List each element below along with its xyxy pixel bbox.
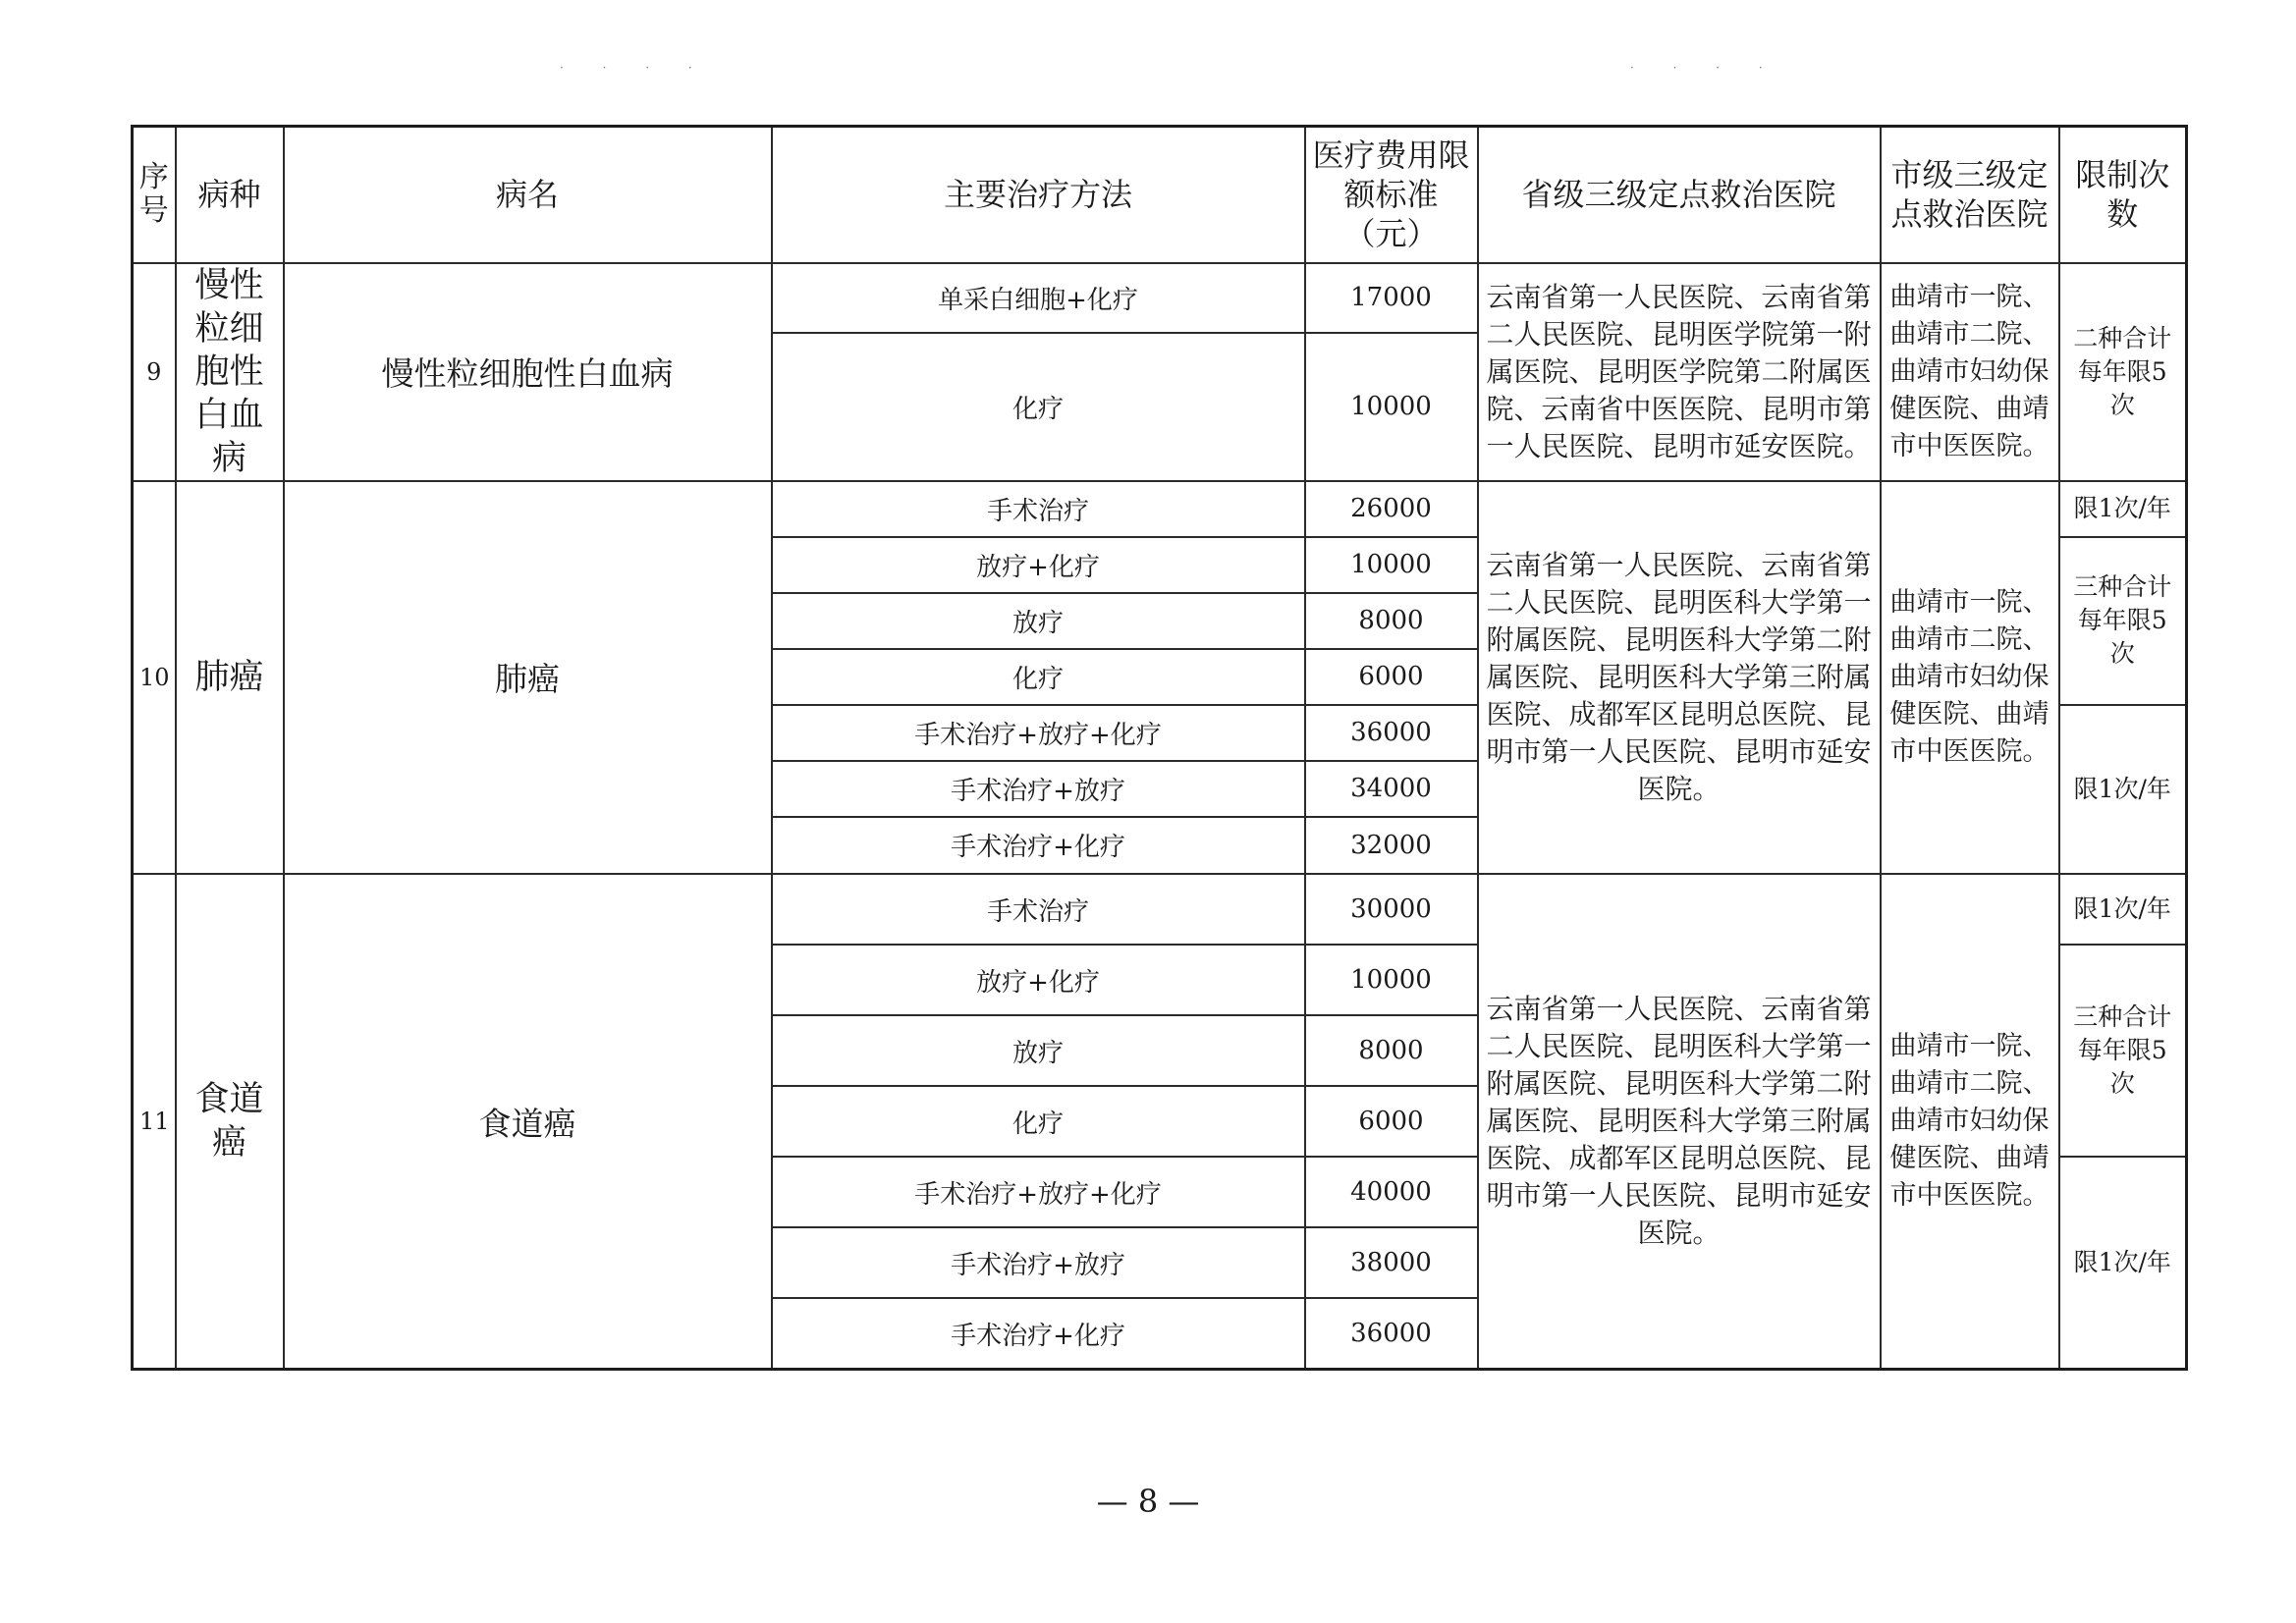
treatment-cost: 10000: [1305, 333, 1478, 481]
treatment-cost: 32000: [1305, 817, 1478, 874]
treatment-cost: 8000: [1305, 1015, 1478, 1086]
header-city: 市级三级定点救治医院: [1881, 127, 2059, 263]
row-disease-type: 慢性粒细胞性白血病: [176, 263, 284, 481]
header-disease-name: 病名: [284, 127, 772, 263]
limit-count: 三种合计每年限5次: [2059, 945, 2187, 1157]
scan-speck: · · · ·: [1630, 61, 1780, 75]
treatment-cost: 10000: [1305, 537, 1478, 593]
header-limit: 限制次数: [2059, 127, 2187, 263]
city-hospitals: 曲靖市一院、曲靖市二院、曲靖市妇幼保健医院、曲靖市中医医院。: [1881, 263, 2059, 481]
treatment-cost: 10000: [1305, 945, 1478, 1015]
treatment-method: 手术治疗+放疗+化疗: [772, 705, 1305, 761]
row-disease-type: 食道癌: [176, 874, 284, 1369]
table-row: [133, 263, 2187, 333]
treatment-cost: 30000: [1305, 874, 1478, 945]
treatment-cost: 26000: [1305, 481, 1478, 537]
treatment-cost: 40000: [1305, 1157, 1478, 1227]
provincial-hospitals: 云南省第一人民医院、云南省第二人民医院、昆明医学院第一附属医院、昆明医学院第二附属医院、云南省中医医院、昆明市第一人民医院、昆明市延安医院。: [1478, 263, 1881, 481]
limit-count: 限1次/年: [2059, 705, 2187, 874]
provincial-hospitals: 云南省第一人民医院、云南省第二人民医院、昆明医科大学第一附属医院、昆明医科大学第二附属医院、昆明医科大学第三附属医院、成都军区昆明总医院、昆明市第一人民医院、昆明市延安医院。: [1478, 481, 1881, 874]
treatment-cost: 6000: [1305, 649, 1478, 705]
provincial-hospitals: 云南省第一人民医院、云南省第二人民医院、昆明医科大学第一附属医院、昆明医科大学第二附属医院、昆明医科大学第三附属医院、成都军区昆明总医院、昆明市第一人民医院、昆明市延安医院。: [1478, 874, 1881, 1369]
treatment-method: 手术治疗+放疗+化疗: [772, 1157, 1305, 1227]
table-row: [133, 874, 2187, 945]
treatment-cost: 6000: [1305, 1086, 1478, 1157]
city-hospitals: 曲靖市一院、曲靖市二院、曲靖市妇幼保健医院、曲靖市中医医院。: [1881, 481, 2059, 874]
treatment-cost: 38000: [1305, 1227, 1478, 1298]
limit-count: 限1次/年: [2059, 874, 2187, 945]
row-disease-type: 肺癌: [176, 481, 284, 874]
treatment-method: 化疗: [772, 649, 1305, 705]
treatment-method: 放疗+化疗: [772, 537, 1305, 593]
treatment-cost: 8000: [1305, 593, 1478, 649]
table-row: [133, 481, 2187, 537]
treatment-method: 放疗+化疗: [772, 945, 1305, 1015]
limit-count: 限1次/年: [2059, 1157, 2187, 1369]
header-method: 主要治疗方法: [772, 127, 1305, 263]
limit-count: 二种合计每年限5次: [2059, 263, 2187, 481]
limit-count: 限1次/年: [2059, 481, 2187, 537]
treatment-method: 手术治疗+化疗: [772, 817, 1305, 874]
limit-count: 三种合计每年限5次: [2059, 537, 2187, 705]
treatment-method: 手术治疗+放疗: [772, 761, 1305, 817]
city-hospitals: 曲靖市一院、曲靖市二院、曲靖市妇幼保健医院、曲靖市中医医院。: [1881, 874, 2059, 1369]
row-seq: 11: [133, 874, 176, 1369]
header-row: [133, 127, 2187, 263]
treatment-method: 放疗: [772, 593, 1305, 649]
scan-speck: · · · ·: [560, 61, 710, 75]
treatment-method: 单采白细胞+化疗: [772, 263, 1305, 333]
treatment-cost: 34000: [1305, 761, 1478, 817]
treatment-method: 手术治疗: [772, 874, 1305, 945]
treatment-cost: 36000: [1305, 1298, 1478, 1369]
treatment-method: 手术治疗: [772, 481, 1305, 537]
treatment-method: 手术治疗+化疗: [772, 1298, 1305, 1369]
header-seq: 序号: [133, 127, 176, 263]
row-seq: 10: [133, 481, 176, 874]
header-cost: 医疗费用限额标准（元）: [1305, 127, 1478, 263]
header-provincial: 省级三级定点救治医院: [1478, 127, 1881, 263]
page-number: — 8 —: [1096, 1483, 1200, 1520]
header-disease-type: 病种: [176, 127, 284, 263]
treatment-cost-table: [131, 125, 2188, 1371]
treatment-method: 放疗: [772, 1015, 1305, 1086]
treatment-method: 手术治疗+放疗: [772, 1227, 1305, 1298]
row-disease-name: 食道癌: [284, 874, 772, 1369]
treatment-method: 化疗: [772, 1086, 1305, 1157]
treatment-cost: 36000: [1305, 705, 1478, 761]
row-seq: 9: [133, 263, 176, 481]
row-disease-name: 慢性粒细胞性白血病: [284, 263, 772, 481]
treatment-cost: 17000: [1305, 263, 1478, 333]
row-disease-name: 肺癌: [284, 481, 772, 874]
treatment-method: 化疗: [772, 333, 1305, 481]
